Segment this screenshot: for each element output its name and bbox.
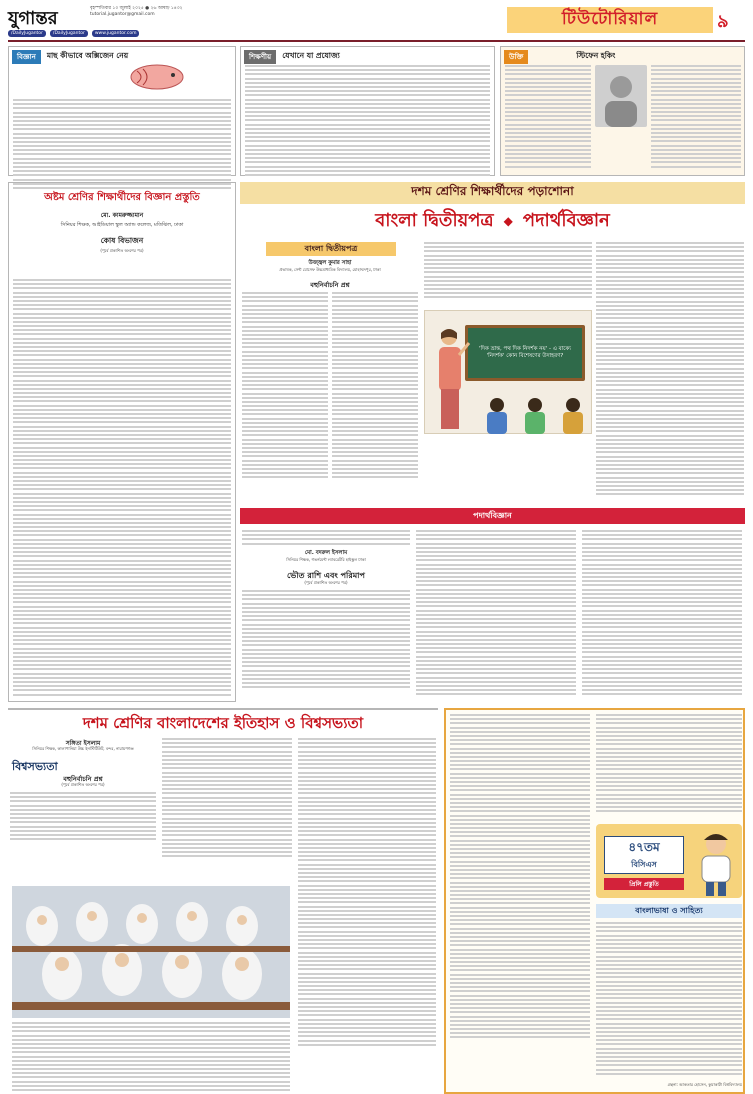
page-number: ৯ <box>717 11 729 32</box>
science-box <box>8 46 236 176</box>
classroom-illustration <box>424 310 592 434</box>
physics-section <box>240 528 745 700</box>
history-author: সঙ্গিতা ইসলাম <box>65 740 101 747</box>
class8-author: মো. কামরুজ্জামান <box>100 212 144 219</box>
bcs-prep-section <box>444 708 745 1094</box>
history-topic-sub: (পূর্বে প্রকাশিত অংশের পর) <box>61 782 105 787</box>
subject-physics-heading: পদার্থবিজ্ঞান <box>522 209 610 231</box>
history-author-desc: সিনিয়র শিক্ষক, কালাপানিয়া উচ্চ ইনস্টিটিউট, বন্দর, নারায়ণগঞ্জ <box>32 746 134 751</box>
subject-bangla-heading: বাংলা দ্বিতীয়পত্র <box>375 209 494 231</box>
quote-right-text <box>651 65 741 168</box>
twitter-link[interactable]: /DailyJugantor <box>50 30 88 37</box>
education-box <box>240 46 495 176</box>
issue-date: বৃহস্পতিবার ১০ জুলাই ২০২৫ ● ২৬ আষাঢ় ১৪৩২ <box>90 6 183 11</box>
quote-tag: উক্তি <box>504 50 528 64</box>
physics-label: পদার্থবিজ্ঞান <box>240 508 745 524</box>
bcs-questions-col2-top <box>596 714 742 812</box>
exam-hall-photo <box>12 886 290 1018</box>
bcs-footer: গ্রন্থনা: আকতার হোসেন, কুয়াকাটা বিশ্ববিদ্যালয় <box>667 1082 742 1087</box>
facebook-link[interactable]: /DailyJugantor <box>8 30 46 37</box>
science-tag: বিজ্ঞান <box>12 50 41 64</box>
student-mascot <box>694 830 738 896</box>
teacher-figure <box>431 325 471 433</box>
bangla-questions-col1 <box>242 292 328 478</box>
website-link[interactable]: www.jugantor.com <box>92 30 140 37</box>
bcs-questions-col1 <box>450 714 590 1038</box>
bangla-questions-col2 <box>332 292 418 478</box>
bcs-name: বিসিএস <box>631 859 657 869</box>
header-divider <box>8 40 745 42</box>
bcs-badge <box>596 824 742 898</box>
bangla-questions-col4 <box>596 242 744 495</box>
education-title: যেখানে যা প্রযোজ্য <box>282 51 340 60</box>
fish-gill-illustration <box>127 61 187 93</box>
blackboard <box>465 325 585 381</box>
physics-author: মো. বদরুল ইসলাম <box>304 550 348 556</box>
bangla-topic: বহুনির্বাচনি প্রশ্ন <box>310 281 350 289</box>
bangla-author-desc: প্রভাষক, সেন্ট যোসেফ উচ্চমাধ্যমিক বিদ্যালয়, মোহাম্মদপুর, ঢাকা <box>279 267 381 272</box>
class8-chapter-sub: (পূর্বে প্রকাশিত অংশের পর) <box>100 248 144 253</box>
history-section <box>8 708 438 1094</box>
history-questions-col2 <box>162 738 292 857</box>
bcs-section-label: বাংলাভাষা ও সাহিত্য <box>596 904 742 918</box>
class10-subjects <box>240 206 745 236</box>
bcs-questions-col2 <box>596 922 742 1075</box>
section-title: টিউটোরিয়াল <box>507 7 713 33</box>
history-title: দশম শ্রেণির বাংলাদেশের ইতিহাস ও বিশ্বসভ্যতা <box>82 714 364 732</box>
contact-email[interactable]: tutorial.jugantor@gmail.com <box>90 12 155 17</box>
quote-author-name: স্টিফেন হকিং <box>576 51 616 60</box>
physics-questions-col1 <box>242 590 410 688</box>
students-figures <box>483 395 587 435</box>
physics-questions-col2 <box>416 530 576 695</box>
history-chapter: বিশ্বসভ্যতা <box>12 760 58 773</box>
bangla-label: বাংলা দ্বিতীয়পত্র <box>266 242 396 256</box>
bangla-author: উজ্জ্বল কুমার সাহা <box>308 260 352 266</box>
bcs-number-box <box>604 836 684 874</box>
class8-science-section <box>8 182 236 702</box>
history-questions-col1 <box>10 792 156 840</box>
bcs-prep-tag: প্রিলি প্রস্তুতি <box>604 878 684 890</box>
class10-banner: দশম শ্রেণির শিক্ষার্থীদের পড়াশোনা <box>240 182 745 204</box>
class8-title: অষ্টম শ্রেণির শিক্ষার্থীদের বিজ্ঞান প্রস্তুতি <box>44 192 200 203</box>
social-links <box>8 30 139 37</box>
newspaper-logo[interactable]: যুগান্তর <box>8 8 58 29</box>
history-answers <box>12 1022 290 1091</box>
physics-author-desc: সিনিয়র শিক্ষক, গভর্নমেন্ট ল্যাবরেটরি হাইস্কুল ঢাকা <box>286 557 366 562</box>
science-body-text <box>13 99 231 189</box>
physics-topic-sub: (পূর্বে প্রকাশিত অংশের পর) <box>304 580 348 585</box>
bangla-questions-col3 <box>424 242 592 298</box>
history-topic: বহুনির্বাচনি প্রশ্ন <box>63 775 103 783</box>
author-portrait <box>595 65 647 127</box>
physics-questions-col1-top <box>242 530 410 545</box>
class8-author-desc: সিনিয়র শিক্ষক, আইডিয়াল স্কুল অ্যান্ড কলেজ, মতিঝিল, ঢাকা <box>60 222 184 228</box>
physics-topic: ভৌত রাশি এবং পরিমাপ <box>287 571 365 580</box>
bangla-section <box>240 240 745 505</box>
header-meta <box>90 6 183 18</box>
quote-box <box>500 46 745 176</box>
blackboard-text: 'দিক ভ্রান্ত, পথ দিক নিদর্শক নয়' - এ বাক্যে 'নিদর্শক' কোন বিশেষণের উদাহরণ? <box>479 346 571 359</box>
physics-questions-col3 <box>582 530 742 695</box>
bcs-number: ৪৭তম <box>628 839 660 854</box>
education-body-text <box>245 65 490 176</box>
class8-chapter: কোষ বিভাজন <box>100 236 144 245</box>
class8-questions <box>13 279 231 696</box>
history-questions-col3 <box>298 738 436 1046</box>
quote-left-text <box>505 65 591 168</box>
subject-separator: ◆ <box>503 214 513 228</box>
science-title: মাছ কীভাবে অক্সিজেন নেয় <box>46 51 129 60</box>
education-tag: শিক্ষণীয় <box>244 50 276 64</box>
